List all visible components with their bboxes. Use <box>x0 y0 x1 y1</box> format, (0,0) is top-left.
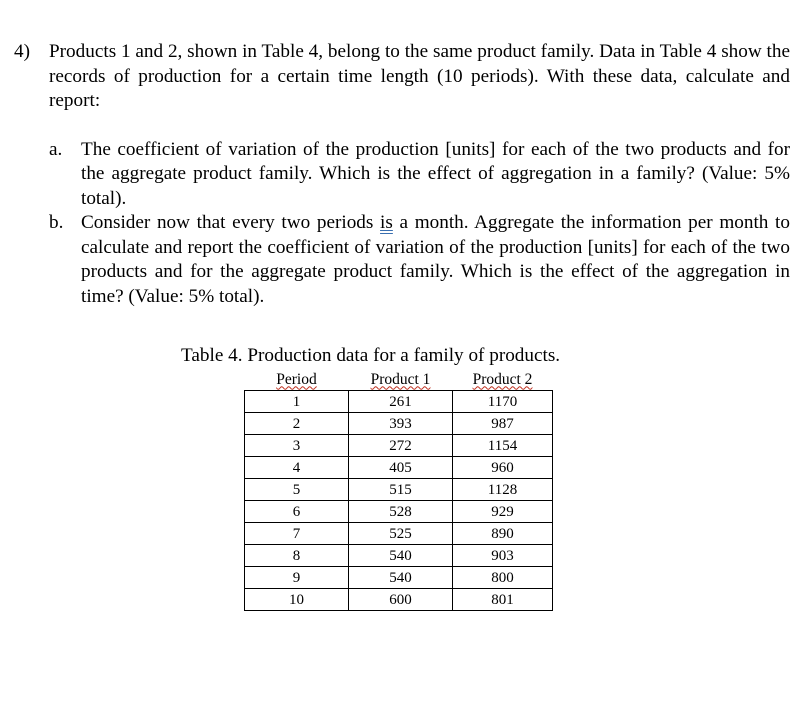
table-cell-product-2: 987 <box>453 413 553 435</box>
table-cell-period: 9 <box>245 567 349 589</box>
subitem-b-text-after: a month. Aggregate the information per month to calculate and report the coefficient of variation of the production [units] for each of the two products and for the aggregate product family. Which is the effect of the aggregation in time? (Value: 5% total). <box>81 212 790 307</box>
table-cell-period: 6 <box>245 501 349 523</box>
table-cell-period: 7 <box>245 523 349 545</box>
table-cell-product-2: 903 <box>453 545 553 567</box>
question-intro-text: Products 1 and 2, shown in Table 4, belong to the same product family. Data in Table 4 show the records of production for a certain time length (10 periods). With these data, calculate and report: <box>49 41 790 111</box>
table-row <box>245 523 553 545</box>
subitem-b-text-before: Consider now that every two periods <box>81 212 381 233</box>
table-cell-period: 1 <box>245 391 349 413</box>
table-row <box>245 435 553 457</box>
table-row <box>245 457 553 479</box>
table-cell-product-1: 405 <box>349 457 453 479</box>
table-cell-product-1: 525 <box>349 523 453 545</box>
table-cell-period: 8 <box>245 545 349 567</box>
subitem-b-label: b. <box>49 212 64 233</box>
table-cell-product-1: 515 <box>349 479 453 501</box>
table-cell-period: 5 <box>245 479 349 501</box>
table-cell-product-2: 801 <box>453 589 553 611</box>
table-header-period: Period <box>245 369 349 391</box>
table-cell-product-2: 929 <box>453 501 553 523</box>
subitem-a <box>49 138 790 212</box>
table-header-row <box>245 369 553 391</box>
question-block <box>14 40 790 309</box>
table-cell-period: 3 <box>245 435 349 457</box>
question-number: 4) <box>14 41 30 62</box>
table-cell-product-2: 1170 <box>453 391 553 413</box>
table-row <box>245 567 553 589</box>
table-header-product-2: Product 2 <box>453 369 553 391</box>
table-cell-period: 2 <box>245 413 349 435</box>
table-row <box>245 391 553 413</box>
table-cell-product-2: 890 <box>453 523 553 545</box>
table-row <box>245 413 553 435</box>
table-cell-period: 4 <box>245 457 349 479</box>
table-cell-product-2: 1154 <box>453 435 553 457</box>
table-row <box>245 589 553 611</box>
subitem-a-label: a. <box>49 138 63 160</box>
subitem-b-text <box>81 211 790 309</box>
table-caption: Table 4. Production data for a family of products. <box>181 345 561 366</box>
table-cell-product-1: 600 <box>349 589 453 611</box>
table-cell-product-2: 960 <box>453 457 553 479</box>
table-body <box>245 391 553 611</box>
table-row <box>245 545 553 567</box>
table-cell-product-1: 261 <box>349 391 453 413</box>
table-cell-product-2: 800 <box>453 567 553 589</box>
table-cell-product-1: 540 <box>349 567 453 589</box>
table-row <box>245 479 553 501</box>
table-cell-product-1: 393 <box>349 413 453 435</box>
table-header-product-1: Product 1 <box>349 369 453 391</box>
table-cell-product-1: 540 <box>349 545 453 567</box>
subitem-b <box>49 211 790 309</box>
table-row <box>245 501 553 523</box>
table-cell-product-1: 528 <box>349 501 453 523</box>
question-subitems <box>49 138 790 310</box>
table-cell-product-2: 1128 <box>453 479 553 501</box>
question-intro-row <box>14 40 790 114</box>
production-data-table <box>244 369 553 611</box>
table-cell-period: 10 <box>245 589 349 611</box>
subitem-b-grammar-mark: is <box>380 212 393 233</box>
table-cell-product-1: 272 <box>349 435 453 457</box>
subitem-a-text: The coefficient of variation of the production [units] for each of the two products and for the aggregate product family. Which is the effect of aggregation in a family? (Value: 5% total). <box>81 138 790 209</box>
